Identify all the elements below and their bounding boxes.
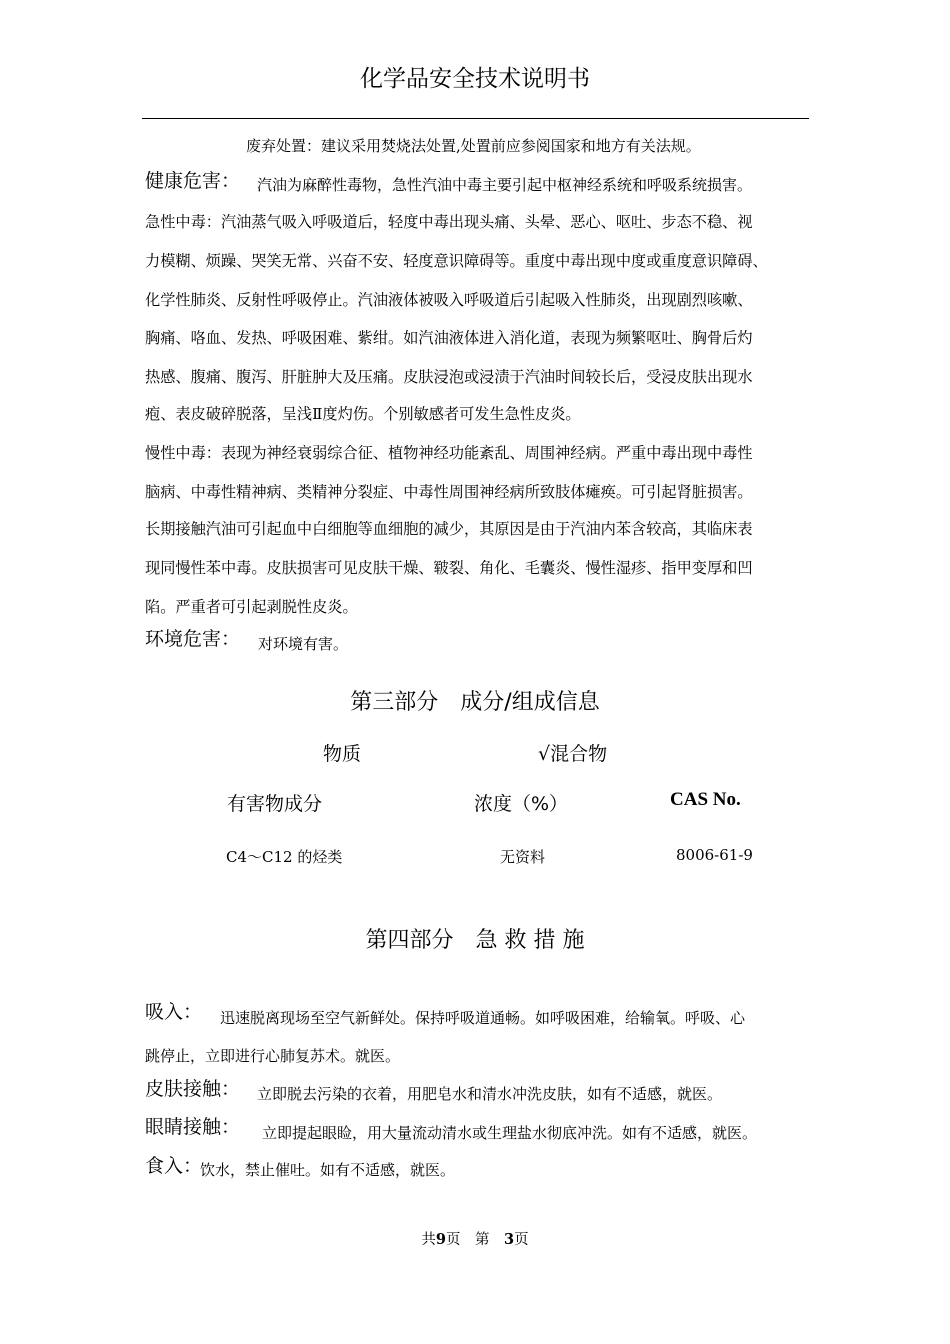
- section-title-part3: 第三部分 成分/组成信息: [350, 690, 600, 715]
- eye-contact-label: 眼睛接触：: [145, 1116, 241, 1138]
- component-header: 有害物成分: [227, 793, 323, 815]
- ingestion-text: 饮水，禁止催吐。如有不适感，就医。: [200, 1161, 456, 1179]
- environment-hazard-text: 对环境有害。: [258, 635, 349, 653]
- mixture-label: √混合物: [538, 743, 608, 765]
- footer-prefix: 共: [421, 1232, 436, 1248]
- substance-label: 物质: [323, 743, 362, 765]
- health-hazard-intro: 汽油为麻醉性毒物，急性汽油中毒主要引起中枢神经系统和呼吸系统损害。: [257, 176, 753, 194]
- acute-line: 化学性肺炎、反射性呼吸停止。汽油液体被吸入呼吸道后引起吸入性肺炎，出现剧烈咳嗽、: [145, 291, 753, 309]
- inhalation-text-line2: 跳停止，立即进行心肺复苏术。就医。: [145, 1047, 401, 1065]
- acute-line: 力模糊、烦躁、哭笑无常、兴奋不安、轻度意识障碍等。重度中毒出现中度或重度意识障碍、: [145, 252, 768, 270]
- header-rule: [142, 118, 809, 119]
- concentration-header: 浓度（%）: [474, 793, 569, 815]
- acute-line: 疱、表皮破碎脱落，呈浅Ⅱ度灼伤。个别敏感者可发生急性皮炎。: [145, 405, 581, 423]
- cas-header: CAS No.: [670, 789, 741, 810]
- disposal-text: 废弃处置：建议采用焚烧法处置,处置前应参阅国家和地方有关法规。: [246, 137, 701, 155]
- acute-line: 急性中毒：汽油蒸气吸入呼吸道后，轻度中毒出现头痛、头晕、恶心、呕吐、步态不稳、视: [145, 213, 753, 231]
- footer-total-pages: 9: [435, 1231, 446, 1248]
- chronic-line: 长期接触汽油可引起血中白细胞等血细胞的减少，其原因是由于汽油内苯含较高，其临床表: [145, 520, 753, 538]
- chronic-line: 脑病、中毒性精神病、类精神分裂症、中毒性周围神经病所致肢体瘫痪。可引起肾脏损害。: [145, 483, 753, 501]
- chronic-line: 现同慢性苯中毒。皮肤损害可见皮肤干燥、皲裂、角化、毛囊炎、慢性湿疹、指甲变厚和凹: [145, 559, 753, 577]
- health-hazard-label: 健康危害：: [145, 170, 241, 192]
- component-cell: C4～C12 的烃类: [226, 848, 343, 866]
- section-title-part4: 第四部分 急 救 措 施: [365, 928, 585, 953]
- acute-line: 热感、腹痛、腹泻、肝脏肿大及压痛。皮肤浸泡或浸渍于汽油时间较长后，受浸皮肤出现水: [145, 368, 753, 386]
- footer-suffix: 页: [514, 1232, 529, 1248]
- chronic-line: 慢性中毒：表现为神经衰弱综合征、植物神经功能紊乱、周围神经病。严重中毒出现中毒性: [145, 444, 753, 462]
- acute-line: 胸痛、咯血、发热、呼吸困难、紫绀。如汽油液体进入消化道，表现为频繁呕吐、胸骨后灼: [145, 329, 753, 347]
- document-title: 化学品安全技术说明书: [360, 66, 590, 92]
- footer-current-page: 3: [504, 1231, 515, 1248]
- concentration-cell: 无资料: [500, 848, 546, 866]
- inhalation-text-line1: 迅速脱离现场至空气新鲜处。保持呼吸道通畅。如呼吸困难，给输氧。呼吸、心: [220, 1009, 746, 1027]
- ingestion-label: 食入：: [145, 1155, 203, 1177]
- skin-contact-label: 皮肤接触：: [145, 1078, 241, 1100]
- environment-hazard-label: 环境危害：: [145, 628, 241, 650]
- footer-mid: 页 第: [446, 1232, 504, 1248]
- page-footer: [0, 1228, 950, 1249]
- chronic-line: 陷。严重者可引起剥脱性皮炎。: [145, 598, 358, 616]
- inhalation-label: 吸入：: [145, 1001, 203, 1023]
- skin-contact-text: 立即脱去污染的衣着，用肥皂水和清水冲洗皮肤，如有不适感，就医。: [257, 1085, 723, 1103]
- eye-contact-text: 立即提起眼睑，用大量流动清水或生理盐水彻底冲洗。如有不适感，就医。: [262, 1124, 758, 1142]
- cas-cell: 8006-61-9: [676, 846, 753, 864]
